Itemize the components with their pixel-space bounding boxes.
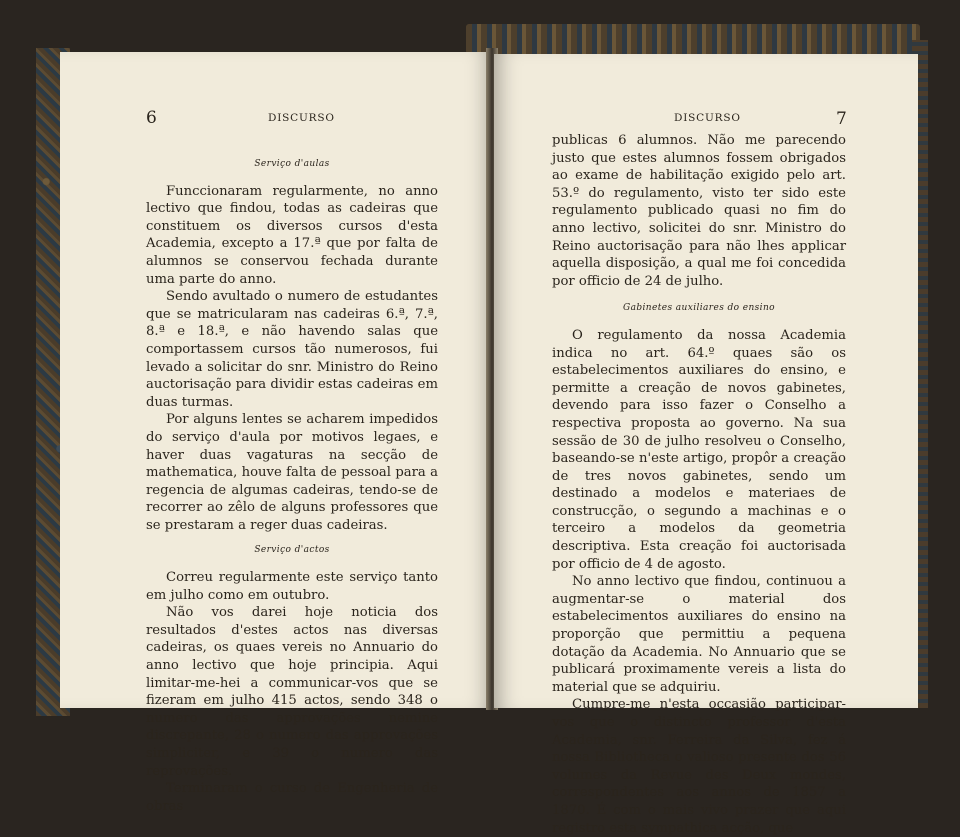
paragraph: No anno lectivo que findou, continuou a augmentar-se o material dos estabelecimentos auxiliares do ensino na proporção que permittiu a pequena dotação da Academia. No Annuario que se publicará proximamente vereis a lista do material que se adquiriu. — [552, 574, 846, 695]
paragraph: publicas 6 alumnos. Não me parecendo justo que estes alumnos fossem obrigados ao exame de habilitação exigido pelo art. 53.º do regulamento, visto ter sido este regulamento publicado quasi no fim do anno lectivo, solicitei do snr. Ministro do Reino auctorisação para não lhes applicar aquella disposição, a qual me foi concedida por officio de 24 de julho. — [552, 133, 846, 289]
section-title: Serviço d'aulas — [254, 159, 330, 169]
page-number: 7 — [836, 109, 847, 129]
left-page — [60, 52, 492, 814]
right-page — [494, 54, 918, 836]
running-head: DISCURSO — [268, 112, 335, 124]
paragraph: Correu regularmente este serviço tanto em julho como em outubro. — [146, 570, 438, 603]
paragraph: Terminaram o curso de Engenheria de obras — [146, 781, 438, 814]
section-title: Gabinetes auxiliares do ensino — [623, 303, 775, 314]
page-body — [552, 132, 846, 837]
paragraph: O regulamento da nossa Academia indica no art. 64.º quaes são os estabelecimentos auxiliares do ensino, e permitte a creação de novos gabinetes, devendo para isso fazer o Conselho a respectiva proposta ao governo. Na sua sessão de 30 de julho resolveu o Conselho, baseando-se n'este artigo, propôr a creação de tres novos gabinetes, sendo um destinado a modelos e materiaes de construcção, o segundo a machinas e o terceiro a modelos da geometria descriptiva. Esta creação foi auctorisada por officio de 4 de agosto. — [552, 327, 846, 572]
paragraph: Funccionaram regularmente, no anno lectivo que findou, todas as cadeiras que constituem os diversos cursos d'esta Academia, excepto a 17.ª que por falta de alumnos se conservou fechada durante uma parte do anno. — [146, 183, 438, 287]
running-head: DISCURSO — [674, 112, 741, 124]
page-number: 6 — [146, 108, 157, 128]
page-body — [146, 148, 438, 815]
paragraph: Cumpre-me n'esta occasião participar-vos que o distincto professor d'esta Academia, snr. Ferreira da Silva, fez á nossa Bibliotheca o valioso presente dos 56 volumes da Revue des Deux mondes, correspondentes aos annos de 1857 a 1870. É com o mais vivo prazer que aqui registro esta sympathica acção, que — [552, 697, 846, 836]
section-title: Serviço d'actos — [254, 545, 330, 556]
paragraph: Por alguns lentes se acharem impedidos do serviço d'aula por motivos legaes, e haver duas vagaturas na secção de mathematica, houve falta de pessoal para a regencia de algumas cadeiras, tendo-se de recorrer ao zêlo de alguns professores que se prestaram a reger duas cadeiras. — [146, 412, 438, 533]
marbled-cover-top — [466, 24, 920, 54]
paragraph: Não vos darei hoje noticia dos resultados d'estes actos nas diversas cadeiras, os quaes vereis no Annuario do anno lectivo que hoje principia. Aqui limitar-me-hei a communicar-vos que se fizeram em julho 415 actos, sendo 348 o numero das approvações nemine discrepante, 28 o numero das approvações simpliciter, e 39 o numero das reprovações. — [146, 605, 438, 779]
paragraph: Sendo avultado o numero de estudantes que se matricularam nas cadeiras 6.ª, 7.ª, 8.ª e 18.ª, e não havendo salas que comportassem cursos tão numerosos, fui levado a solicitar do snr. Ministro do Reino auctorisação para dividir estas cadeiras em duas turmas. — [146, 289, 438, 410]
